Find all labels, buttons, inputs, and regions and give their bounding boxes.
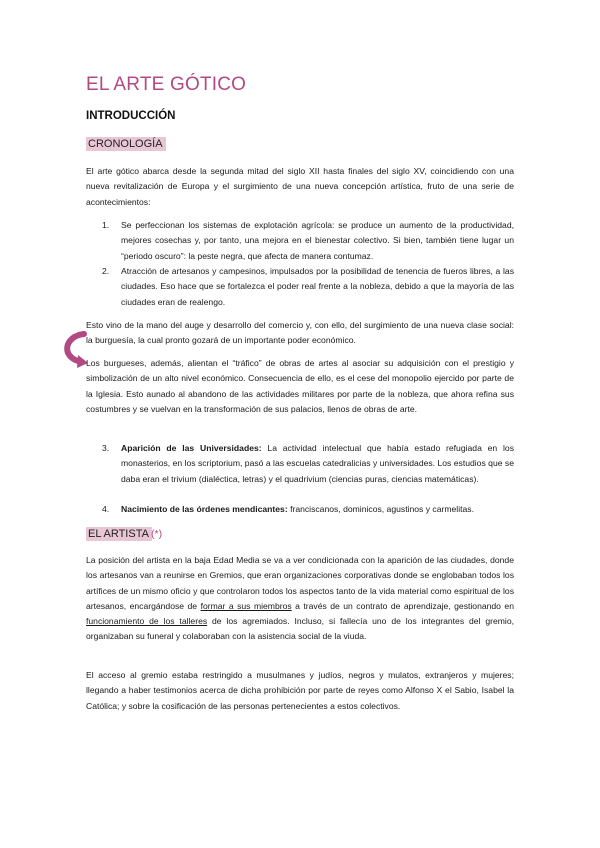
list-item (102, 441, 514, 487)
heading-cronologia: CRONOLOGÍA (86, 137, 166, 151)
list-number: 1. (102, 220, 110, 230)
curved-arrow-icon (54, 328, 90, 368)
intro-paragraph: El arte gótico abarca desde la segunda mitad del siglo XII hasta finales del siglo XV, coincidiendo con una nueva revitalización de Europa y el surgimiento de una nueva concepción artística, fruto de una serie de acontecimientos: (86, 166, 514, 207)
section-subtitle: INTRODUCCIÓN (86, 110, 176, 122)
footnote-marker: (*) (151, 528, 163, 540)
list-item (102, 502, 514, 517)
paragraph-artista-2: El acceso al gremio estaba restringido a musulmanes y judíos, negros y mulatos, extranjeros y mujeres; llegando a haber testimonios acerca de dicha prohibición por parte de reyes como Alfonso X el Sabio, Isabel la Católica; y sobre la cosificación de las personas pertenecientes a estos colectivos. (86, 670, 514, 711)
list-item-text: Nacimiento de las órdenes mendicantes: franciscanos, dominicos, agustinos y carmelitas. (121, 504, 474, 514)
paragraph-comercio: Esto vino de la mano del auge y desarrollo del comercio y, con ello, del surgimiento de una nueva clase social: la burguesía, la cual pronto gozará de un importante poder económico. (86, 320, 514, 346)
list-number: 2. (102, 266, 110, 276)
list-item-text: Se perfeccionan los sistemas de explotación agrícola: se produce un aumento de la productividad, mejores cosechas y, por tanto, una mejora en el bienestar colectivo. Si bien, también tiene lugar un “periodo oscuro”: la peste negra, que afecta de manera contumaz. (121, 220, 514, 261)
artista-text-a: La posición del artista en la baja Edad Media se va a ver condicionada con la aparición de las ciudades, donde los artesanos van a reunirse en Gremios, que eran organizaciones corporativas donde se englobaban todos los artífices de un mismo oficio y que controlaron todos los aspectos tanto de la vida material como espiritual de los artesanos, encargándose de (86, 555, 514, 611)
underlined-formar-miembros: formar a sus miembros (200, 600, 292, 611)
list-number: 4. (102, 504, 110, 514)
list-item-lead: Aparición de las Universidades: (121, 443, 262, 453)
list-item (102, 218, 514, 264)
document-title: EL ARTE GÓTICO (86, 74, 247, 95)
paragraph-burgueses: Los burgueses, además, alientan el “tráfico” de obras de artes al asociar su adquisición con el prestigio y simbolización de un alto nivel económico. Consecuencia de ello, es el cese del monopolio ejercido por parte de la Iglesia. Esto aunado al abandono de las actividades militares por parte de la nobleza, que ahora refina sus costumbres y se vuelvan en la transformación de sus palacios, llenos de obras de arte. (86, 358, 514, 414)
underlined-funcionamiento-talleres: funcionamiento de los talleres (86, 616, 208, 627)
heading-el-artista-label: EL ARTISTA (88, 528, 149, 540)
list-item (102, 264, 514, 310)
artista-text-c: de los agremiados. Incluso, si fallecía uno de los integrantes del gremio, organizaban su funeral y colaboraban con la asistencia social de la viuda. (86, 616, 514, 642)
list-item-lead: Nacimiento de las órdenes mendicantes: (121, 504, 288, 514)
list-item-text: Atracción de artesanos y campesinos, impulsados por la posibilidad de tenencia de fueros libres, a las ciudades. Eso hace que se fortalezca el poder real frente a la nobleza, debido a que la mayoría de las ciudades eran de realengo. (121, 266, 514, 307)
list-item-text: Aparición de las Universidades: La actividad intelectual que había estado refugiada en los monasterios, en los scriptorium, pasó a las escuelas catedralicias y universidades. Los estudios que se daba eran el trivium (dialéctica, letras) y el quadrivium (ciencias puras, ciencias matemáticas). (121, 443, 514, 484)
heading-el-artista (86, 527, 152, 541)
list-number: 3. (102, 443, 110, 453)
paragraph-artista-1 (86, 553, 514, 645)
artista-text-b: a través de un contrato de aprendizaje, gestionando en (291, 600, 514, 611)
